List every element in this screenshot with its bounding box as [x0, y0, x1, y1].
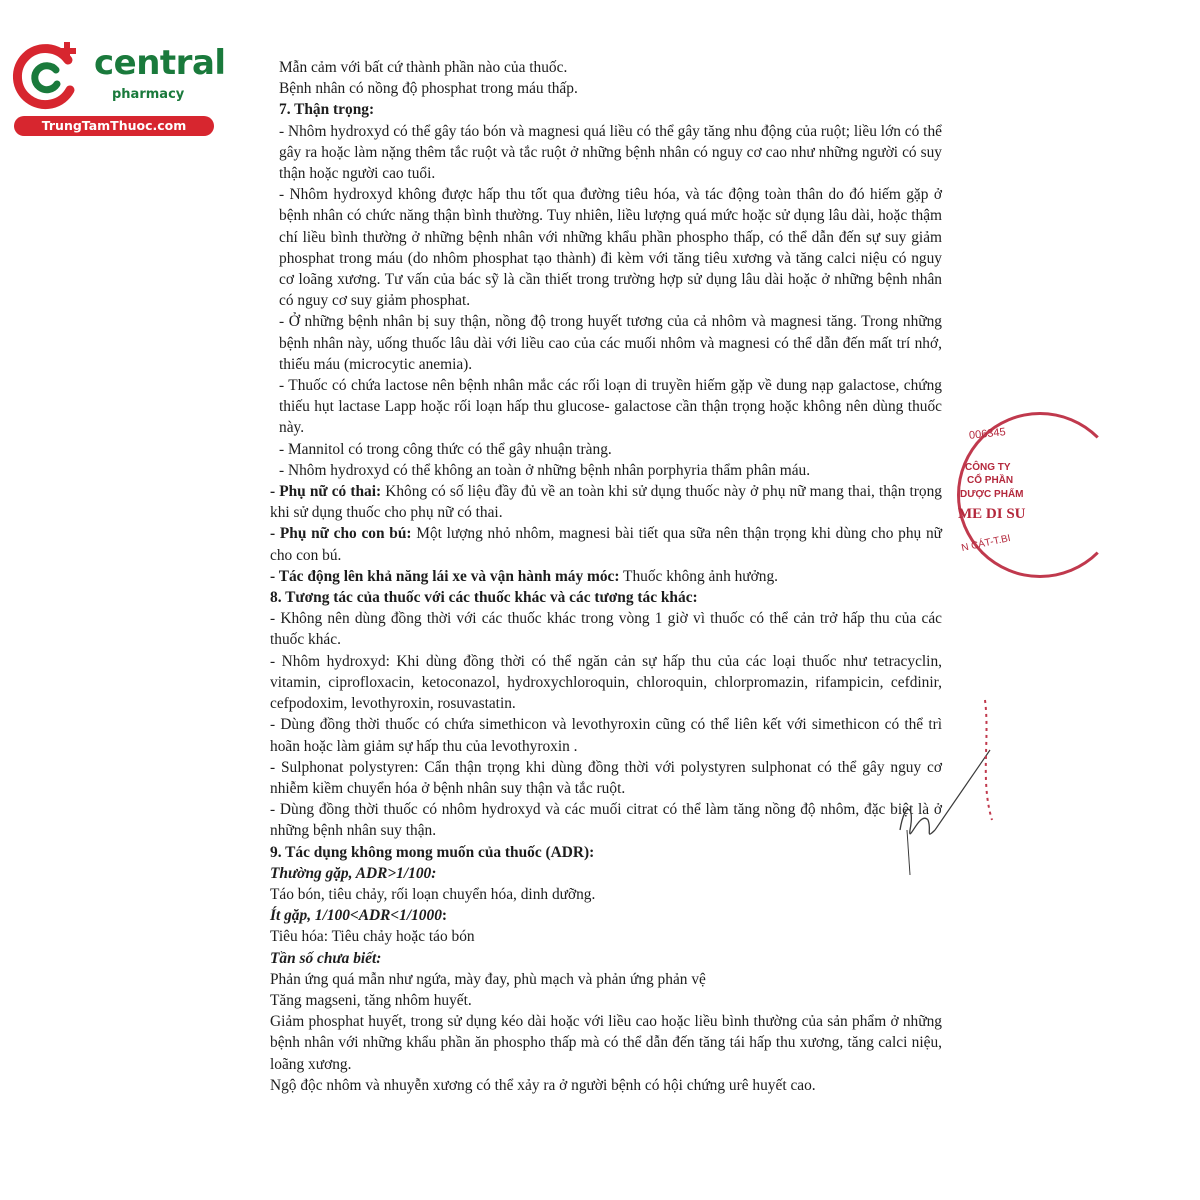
subheading: Thường gặp, ADR>1/100: [270, 864, 437, 882]
paragraph: Tiêu hóa: Tiêu chảy hoặc táo bón [270, 928, 475, 946]
stamp-number: 006345 [968, 426, 1007, 442]
paragraph: Ngộ độc nhôm và nhuyễn xương có thể xảy ra ở người bệnh có hội chứng urê huyết cao. [270, 1076, 816, 1094]
stamp-text: ME DI SU [958, 506, 1026, 522]
paragraph-text: Thuốc không ảnh hưởng. [619, 567, 779, 585]
brand-url: TrungTamThuoc.com [14, 116, 214, 136]
paragraph-label: - Phụ nữ có thai: [270, 483, 382, 501]
paragraph [270, 566, 942, 587]
paragraph: Táo bón, tiêu chảy, rối loạn chuyển hóa, dinh dưỡng. [270, 885, 596, 903]
paragraph: - Nhôm hydroxyd không được hấp thu tốt qua đường tiêu hóa, và tác động toàn thân do đó hiếm gặp ở bệnh nhân có chức năng thận bình thường. Tuy nhiên, liều lượng quá mức hoặc sử dụng lâu dài, hoặc thậm chí liều bình thường ở những bệnh nhân với những khẩu phần phospho thấp, có thể dẫn đến sự suy giảm phosphat trong máu (do nhôm phosphat tạo thành) đi kèm với tăng tiêu xương và tăng calci niệu có nguy cơ loãng xương. Tư vấn của bác sỹ là cần thiết trong trường hợp sử dụng lâu dài hoặc ở những bệnh nhân có nguy cơ suy giảm phosphat. [279, 186, 942, 310]
subheading [270, 905, 942, 926]
section-heading-7: 7. Thận trọng: [279, 101, 375, 119]
paragraph: - Mannitol có trong công thức có thể gây nhuận tràng. [279, 440, 612, 458]
stamp-text: N CÁT-T.BI [960, 532, 1012, 555]
paragraph: Giảm phosphat huyết, trong sử dụng kéo dài hoặc với liều cao hoặc liều bình thường của sản phẩm ở những bệnh nhân với những khẩu phần ăn phospho thấp mà có thể dẫn đến tăng tái hấp thu xương, tăng calci niệu, loãng xương. [270, 1013, 942, 1073]
text-line: Bệnh nhân có nồng độ phosphat trong máu thấp. [279, 80, 578, 98]
brand-logo [10, 38, 225, 138]
section-heading-8: 8. Tương tác của thuốc với các thuốc khác và các tương tác khác: [270, 589, 698, 607]
stamp-text: CÔNG TY [965, 462, 1011, 473]
text-line: Mẫn cảm với bất cứ thành phần nào của thuốc. [279, 59, 568, 76]
paragraph: Phản ứng quá mẫn như ngứa, mày đay, phù mạch và phản ứng phản vệ [270, 970, 706, 988]
paragraph [270, 523, 942, 565]
paragraph: - Dùng đồng thời thuốc có nhôm hydroxyd và các muối citrat có thể làm tăng nồng độ nhôm, đặc biệt là ở những bệnh nhân suy thận. [270, 801, 942, 840]
paragraph: - Không nên dùng đồng thời với các thuốc khác trong vòng 1 giờ vì thuốc có thể cản trở hấp thu của các thuốc khác. [270, 610, 942, 649]
paragraph: Tăng magseni, tăng nhôm huyết. [270, 991, 472, 1009]
company-stamp [955, 410, 1040, 580]
subheading: Tần số chưa biết: [270, 949, 382, 967]
paragraph: - Thuốc có chứa lactose nên bệnh nhân mắc các rối loạn di truyền hiếm gặp về dung nạp galactose, chứng thiếu hụt lactase Lapp hoặc rối loạn hấp thu glucose- galactose cần thận trọng hoặc không nên dùng thuốc này. [279, 377, 942, 437]
stamp-text: DƯỢC PHẨM [960, 489, 1024, 500]
paragraph [270, 481, 942, 523]
subheading-colon: : [441, 907, 448, 925]
paragraph-text: Không có số liệu đầy đủ về an toàn khi sử dụng thuốc này ở phụ nữ mang thai, thận trọng khi sử dụng thuốc cho phụ nữ có thai. [270, 483, 942, 522]
paragraph: - Nhôm hydroxyd: Khi dùng đồng thời có thể ngăn cản sự hấp thu của các loại thuốc như tetracyclin, vitamin, ciprofloxacin, ketoconazol, hydroxychloroquin, chloroquin, chlorpromazin, rifampicin, cefdinir, cefpodoxim, levothyroxin, rosuvastatin. [270, 652, 942, 713]
brand-name: central [94, 43, 226, 83]
paragraph: - Dùng đồng thời thuốc có chứa simethicon và levothyroxin cũng có thể liên kết với simethicon có thể trì hoãn hoặc làm giảm sự hấp thu của levothyroxin . [270, 716, 942, 755]
brand-tagline: pharmacy [112, 87, 185, 102]
document-body [270, 57, 942, 1096]
central-pharmacy-logo-icon [10, 38, 90, 118]
paragraph: - Nhôm hydroxyd có thể không an toàn ở những bệnh nhân porphyria thẩm phân máu. [279, 461, 811, 479]
paragraph: - Nhôm hydroxyd có thể gây táo bón và magnesi quá liều có thể gây tăng nhu động của ruột; liều lớn có thể gây ra hoặc làm nặng thêm tắc ruột và tắc ruột ở những bệnh nhân có nguy cơ cao như những người có suy thận hoặc người cao tuổi. [279, 122, 942, 183]
subheading-text: Ít gặp, 1/100<ADR<1/1000 [270, 907, 442, 925]
section-heading-9: 9. Tác dụng không mong muốn của thuốc (ADR): [270, 843, 595, 861]
stamp-text: CỔ PHẦN [967, 475, 1014, 486]
paragraph-text: Một lượng nhỏ nhôm, magnesi bài tiết qua sữa nên thận trọng khi dùng cho phụ nữ cho con bú. [270, 525, 942, 564]
paragraph-label: - Tác động lên khả năng lái xe và vận hành máy móc: [270, 567, 620, 585]
paragraph: - Sulphonat polystyren: Cẩn thận trọng khi dùng đồng thời với polystyren sulphonat có thể gây nguy cơ nhiễm kiềm chuyển hóa ở bệnh nhân suy thận và tắc ruột. [270, 758, 942, 797]
paragraph-label: - Phụ nữ cho con bú: [270, 525, 412, 543]
paragraph: - Ở những bệnh nhân bị suy thận, nồng độ trong huyết tương của cả nhôm và magnesi tăng. Trong những bệnh nhân này, uống thuốc lâu dài với liều cao của các muối nhôm và magnesi có thể dẫn đến mất trí nhớ, thiếu máu (microcytic anemia). [279, 313, 942, 373]
signature [880, 680, 1000, 880]
